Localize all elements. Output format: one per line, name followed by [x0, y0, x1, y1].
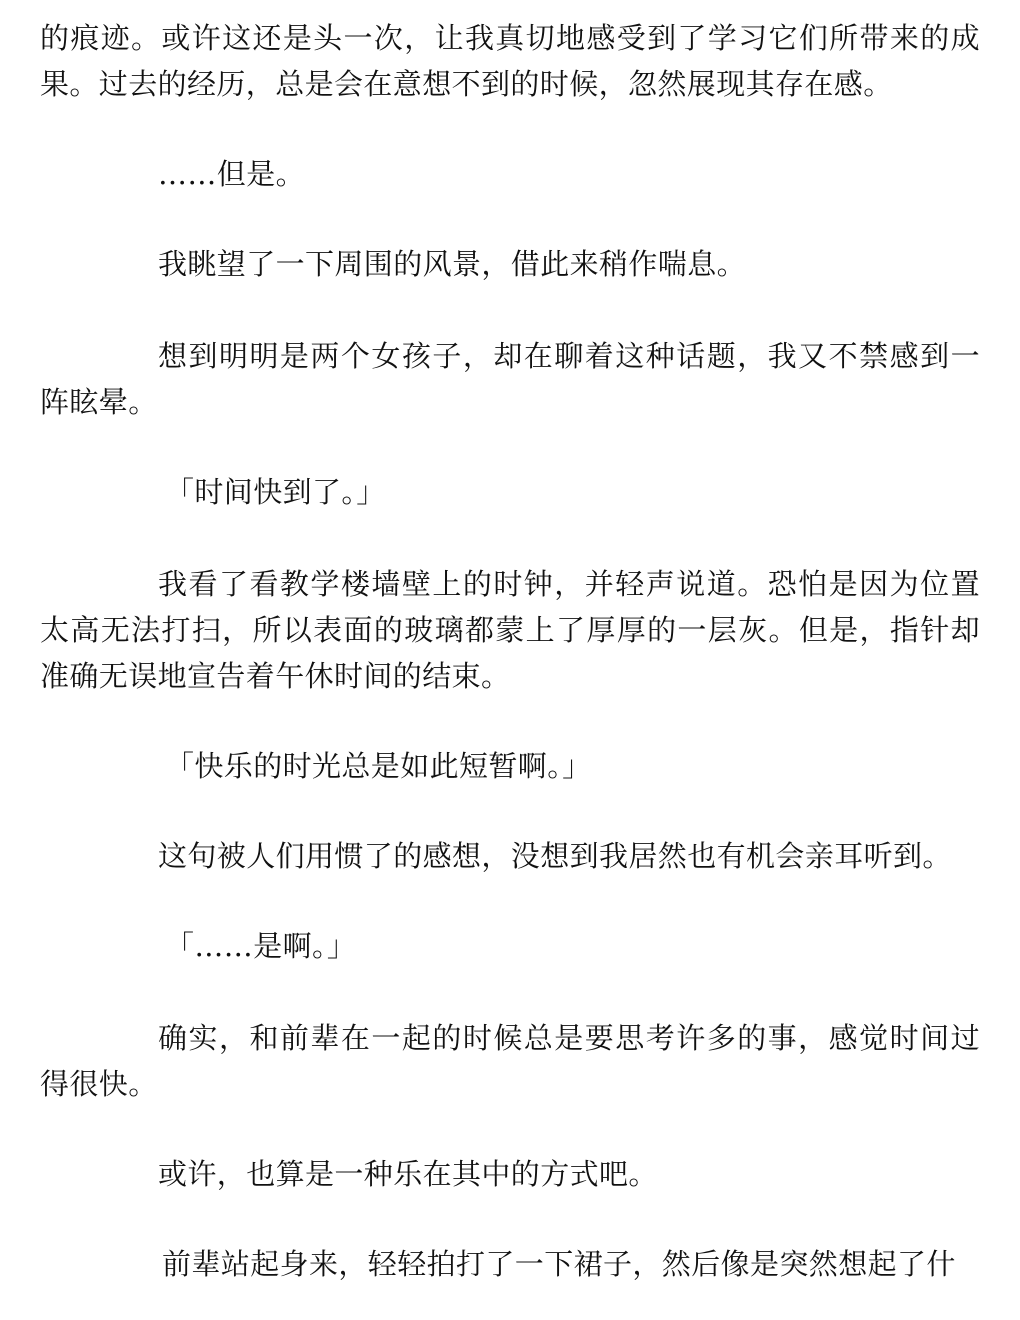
- paragraph-8: 这句被人们用惯了的感想，没想到我居然也有机会亲耳听到。: [158, 839, 952, 873]
- paragraph-1: 的痕迹。或许这还是头一次，让我真切地感受到了学习它们所带来的成果。过去的经历，总是会在意想不到的时候，忽然展现其存在感。: [40, 21, 980, 101]
- paragraph-4: 想到明明是两个女孩子，却在聊着这种话题，我又不禁感到一阵眩晕。: [40, 339, 980, 419]
- paragraph-5: 「时间快到了。」: [165, 475, 386, 509]
- paragraph-6: 我看了看教学楼墙壁上的时钟，并轻声说道。恐怕是因为位置太高无法打扫，所以表面的玻璃都蒙上了厚厚的一层灰。但是，指针却准确无误地宣告着午休时间的结束。: [40, 567, 980, 693]
- paragraph-11: 或许，也算是一种乐在其中的方式吧。: [158, 1157, 658, 1191]
- paragraph-12: 前辈站起身来，轻轻拍打了一下裙子，然后像是突然想起了什: [162, 1247, 956, 1281]
- paragraph-10: 确实，和前辈在一起的时候总是要思考许多的事，感觉时间过得很快。: [40, 1021, 980, 1101]
- paragraph-7: 「快乐的时光总是如此短暂啊。」: [165, 749, 592, 783]
- paragraph-9: 「……是啊。」: [165, 929, 357, 963]
- paragraph-3: 我眺望了一下周围的风景，借此来稍作喘息。: [158, 247, 747, 281]
- paragraph-2: ……但是。: [158, 157, 306, 191]
